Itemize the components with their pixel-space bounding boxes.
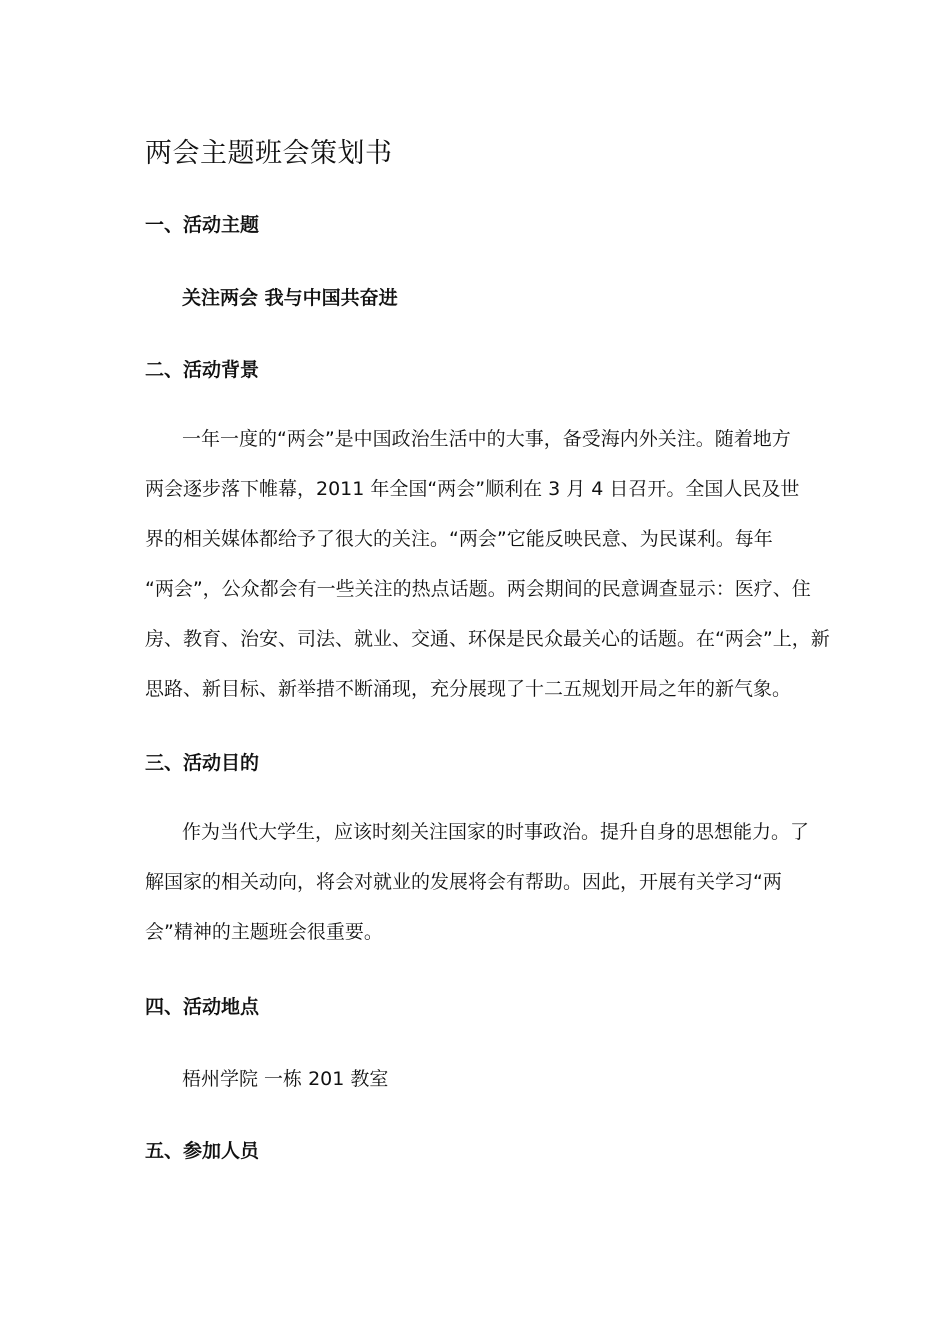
section-heading-location: 四、活动地点 bbox=[145, 996, 260, 1018]
paragraph-line: 作为当代大学生，应该时刻关注国家的时事政治。提升自身的思想能力。了 bbox=[182, 821, 810, 843]
section-heading-background: 二、活动背景 bbox=[145, 359, 260, 381]
paragraph-line: “两会”，公众都会有一些关注的热点话题。两会期间的民意调查显示：医疗、住 bbox=[145, 578, 811, 600]
section-heading-participants: 五、参加人员 bbox=[145, 1140, 260, 1162]
section-body-background bbox=[145, 414, 830, 714]
section-heading-purpose: 三、活动目的 bbox=[145, 752, 260, 774]
section-body-theme: 关注两会 我与中国共奋进 bbox=[182, 287, 398, 309]
section-body-location: 梧州学院 一栋 201 教室 bbox=[182, 1068, 389, 1090]
paragraph-line: 思路、新目标、新举措不断涌现，充分展现了十二五规划开局之年的新气象。 bbox=[145, 678, 792, 700]
section-heading-theme: 一、活动主题 bbox=[145, 214, 260, 236]
document-title: 两会主题班会策划书 bbox=[145, 138, 393, 169]
section-body-purpose bbox=[145, 807, 809, 957]
paragraph-line: 会”精神的主题班会很重要。 bbox=[145, 921, 383, 943]
paragraph-line: 一年一度的“两会”是中国政治生活中的大事，备受海内外关注。随着地方 bbox=[182, 428, 791, 450]
paragraph-line: 界的相关媒体都给予了很大的关注。“两会”它能反映民意、为民谋利。每年 bbox=[145, 528, 773, 550]
paragraph-line: 房、教育、治安、司法、就业、交通、环保是民众最关心的话题。在“两会”上，新 bbox=[145, 628, 830, 650]
paragraph-line: 两会逐步落下帷幕，2011 年全国“两会”顺利在 3 月 4 日召开。全国人民及世 bbox=[145, 478, 800, 500]
paragraph-line: 解国家的相关动向，将会对就业的发展将会有帮助。因此，开展有关学习“两 bbox=[145, 871, 782, 893]
